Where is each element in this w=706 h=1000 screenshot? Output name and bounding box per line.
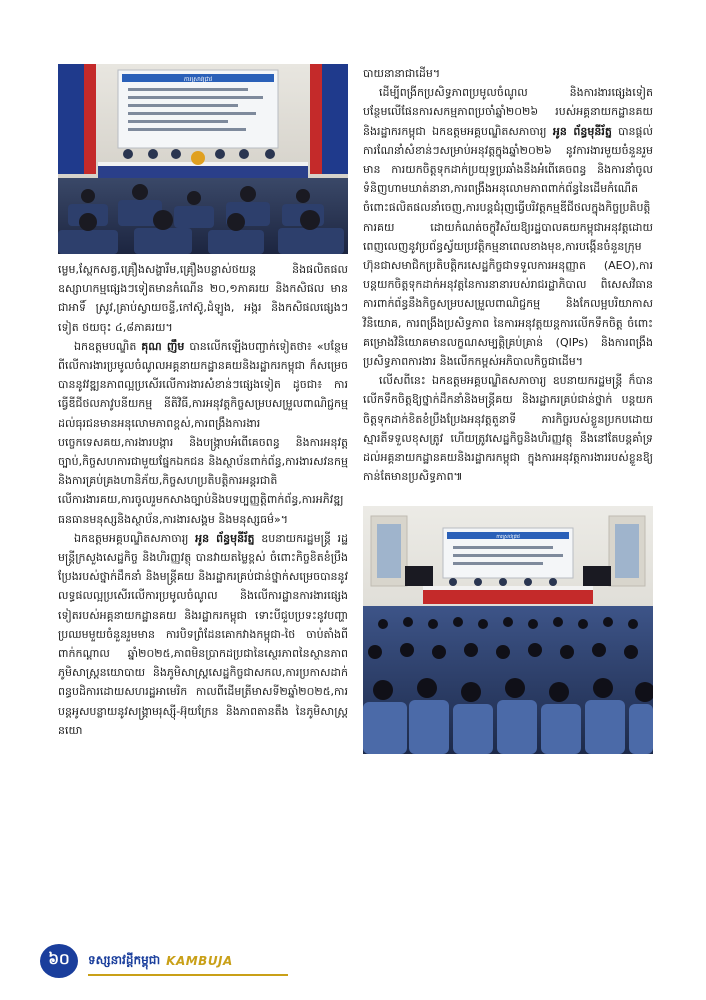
magazine-latin-title: KAMBUJA	[166, 954, 233, 968]
conference-photo-bottom	[363, 506, 653, 754]
speaker-name-kun-nhim: គុណ ញឹម	[141, 339, 185, 353]
speaker-name-aun-pornmoniroth: អូន ព័ន្ធមុនីរ័ត្ន	[552, 124, 612, 138]
auditorium-scene	[363, 506, 653, 754]
footer-divider	[88, 974, 288, 976]
screen-title: ការស្រាវជ្រាវ	[183, 76, 213, 83]
left-p3-lead: ឯកឧត្តមអគ្គបណ្ឌិតសភាចារ្យ	[74, 531, 196, 545]
right-paragraph-1: បាយនានាជាដើម។	[363, 67, 441, 80]
right-article-text	[363, 64, 653, 486]
right-column	[363, 64, 653, 754]
left-p2-lead: ឯកឧត្តមបណ្ឌិត	[74, 339, 142, 353]
left-p2-rest: បានលើកឡើងបញ្ជាក់ទៀតថា៖ «បន្ថែមពីលើការងារប្រមូលចំណូលអគ្គនាយកដ្ឋានគយនិងរដ្ឋាករកម្ពុជា ក៏សម្រេចបាននូវវឌ្ឍនភាពល្អប្រសើរលើការងារសំខាន់ៗផ្សេងទៀត ដូចជា៖ ការធ្វើឌីជីថលភាវូបនីយកម្ម នីតិវិធី,ការអនុវត្តកិច្ចសម្របសម្រួលពាណិជ្ជកម្មដល់ធុរជនមានអនុលោមភាពខ្ពស់,ការពង្រឹងការងារបច្ចេកទេសគយ,ការងារបង្ការ និងបង្ក្រាបអំពើគេចពន្ធ និងការអនុវត្តច្បាប់,កិច្ចសហការជាមួយផ្នែកឯកជន និងស្ថាប័នពាក់ព័ន្ធ,ការងារសវនកម្មនិងការគ្រប់គ្រងហានិភ័យ,កិច្ចសហប្រតិបត្តិការអន្តរជាតិលើការងារគយ,ការចូលរួមកសាងច្បាប់និងបទប្បញ្ញត្តិពាក់ព័ន្ធ,ការអភិវឌ្ឍធនធានមនុស្សនិងស្ថាប័ន,ការងារសង្គម និងមនុស្សធម៌»។	[58, 339, 348, 526]
speaker-name-aun-pornmoniroth: អូន ព័ន្ធមុនីរ័ត្ន	[195, 531, 255, 545]
right-p2-rest: បានផ្តល់ការណែនាំសំខាន់ៗសម្រាប់អនុវត្តក្នុងឆ្នាំ២០២៦ នូវការងារមួយចំនួនរួមមាន ការយកចិត្តទុកដាក់ប្រយុទ្ធប្រឆាំងនឹងអំពើគេចពន្ធ និងការនាំចូលទំនិញហាមឃាត់នានា,ការពង្រឹងអនុលោមភាពពាក់ព័ន្ធនៃដើមកំណើតចំពោះផលិតផលនាំចេញ,ការបន្តជំរុញធ្វើបរិវត្តកម្មឌីជីថលក្នុងកិច្ចប្រតិបត្តិការគយ ដោយកំណត់ចក្ខុវិស័យឱ្យរដ្ឋបាលគយកម្ពុជាអនុវត្តដោយពេញលេញនូវប្រព័ន្ធស្វ័យប្រវត្តិកម្មនាពេលខាងមុខ,ការបង្កើនចំនួនក្រុមហ៊ុនជាសមាជិកប្រតិបត្តិករសេដ្ឋកិច្ចជាទទួលការអនុញ្ញាត (AEO),ការបន្តយកចិត្តទុកដាក់អនុវត្តនៃការនានារបស់រាជរដ្ឋាភិបាល ពិសេសវិធានការពាក់ព័ន្ធនឹងកិច្ចសម្របសម្រួលពាណិជ្ជកម្ម និងកែលម្អបរិយាកាសវិនិយោគ, ការពង្រឹងប្រសិទ្ធភាព នៃការអនុវត្តយន្តការលើកទឹកចិត្ត ចំពោះគម្រោងវិនិយោគមានលក្ខណសម្បត្តិគ្រប់គ្រាន់ (QIPs) និងការពង្រឹងប្រសិទ្ធភាពការងារ និងលើកកម្ពស់អភិបាលកិច្ចជាដើម។	[363, 124, 653, 369]
conference-scene	[58, 64, 348, 254]
left-article-text	[58, 260, 348, 740]
right-paragraph-3: លើសពីនេះ ឯកឧត្តមអគ្គបណ្ឌិតសភាចារ្យ ឧបនាយករដ្ឋមន្ត្រី ក៏បានលើកទឹកចិត្តឱ្យថ្នាក់ដឹកនាំនិងមន្ត្រីគយ និងរដ្ឋាករគ្រប់ជាន់ថ្នាក់ បន្តយកចិត្តទុកដាក់ខិតខំប្រឹងប្រែងអនុវត្តតួនាទី ភារកិច្ចរបស់ខ្លួនប្រកបដោយស្មារតីទទួលខុសត្រូវ ហើយត្រូវសេដ្ឋកិច្ចនិងហិរញ្ញវត្ថុ នឹងនៅតែបន្តគាំទ្រដល់អគ្គនាយកដ្ឋានគយនិងរដ្ឋាករកម្ពុជា ក្នុងការអនុវត្តការងាររបស់ខ្លួនឱ្យកាន់តែមានប្រសិទ្ធភាព៕	[363, 374, 653, 484]
right-p2-lead: ដើម្បីពង្រីកប្រសិទ្ធភាពប្រមូលចំណូល និងការងារផ្សេងទៀត បន្ថែមលើផែនការសកម្មភាពប្រចាំឆ្នាំ២០២៦ របស់អគ្គនាយកដ្ឋានគយ និងរដ្ឋាករកម្ពុជា ឯកឧត្តមអគ្គបណ្ឌិតសភាចារ្យ	[363, 86, 653, 138]
left-column	[58, 64, 348, 740]
left-paragraph-3	[58, 529, 348, 740]
right-paragraph-2	[363, 83, 653, 371]
left-paragraph-2	[58, 337, 348, 529]
screen-title: ការស្រាវជ្រាវ	[496, 534, 520, 541]
magazine-title: ទស្សនាវដ្តីកម្ពុជា	[88, 953, 161, 967]
page-footer	[40, 944, 290, 978]
conference-photo-top	[58, 64, 348, 254]
page-number: ៦០	[40, 944, 78, 978]
left-paragraph-1: ម្លេម,ស្ពែកសត្វ,គ្រឿងសង្ហារឹម,គ្រឿងបន្លាស់ថយន្ត និងផលិតផលឧស្សាហកម្មផ្សេងៗទៀតមានកំណើន ២០,១ភាគរយ និងកសិផល មានជាអាទិ៍ ស្រូវ,គ្រាប់ស្វាយចន្ទី,កៅស៊ូ,ដំឡូង, អង្ករ និងកសិផលផ្សេងៗទៀត ថយចុះ ៤,៨ភាគរយ។	[58, 263, 348, 334]
left-p3-rest: ឧបនាយករដ្ឋមន្ត្រី រដ្ឋមន្ត្រីក្រសួងសេដ្ឋកិច្ច និងហិរញ្ញវត្ថុ បានវាយតម្លៃខ្ពស់ ចំពោះកិច្ចខិតខំប្រឹងប្រែងរបស់ថ្នាក់ដឹកនាំ និងមន្ត្រីគយ និងរដ្ឋាករគ្រប់ជាន់ថ្នាក់សម្រេចបាននូវលទ្ធផលល្អប្រសើរលើការប្រមូលចំណូល និងលើការដ្ឋានការងារផ្សេងទៀតរបស់អគ្គនាយកដ្ឋានគយ និងរដ្ឋាករកម្ពុជា ទោះបីជួបប្រទះនូវបញ្ហាប្រឈមមួយចំនួនរួមមាន ការបិទព្រំដែនគោកវាងកម្ពុជា-ថៃ ចាប់តាំងពីពាក់កណ្តាល ឆ្នាំ២០២៥,ភាពមិនប្រាកដប្រជានៃស្ថេរភាពនៃស្ថានភាពភូមិសាស្ត្រនយោបាយ និងភូមិសាស្ត្រសេដ្ឋកិច្ចជាសកល,ការប្រកាសដាក់ពន្ធបដិការដោយសហរដ្ឋអាមេរិក កាលពីដើមត្រីមាសទី២ឆ្នាំ២០២៥,ការបន្តអូសបន្លាយនូវសង្គ្រាមរុស្ស៊ី-អ៊ុយក្រែន និងភាពតានតឹង នៃភូមិសាស្ត្រនយោ	[58, 531, 348, 737]
